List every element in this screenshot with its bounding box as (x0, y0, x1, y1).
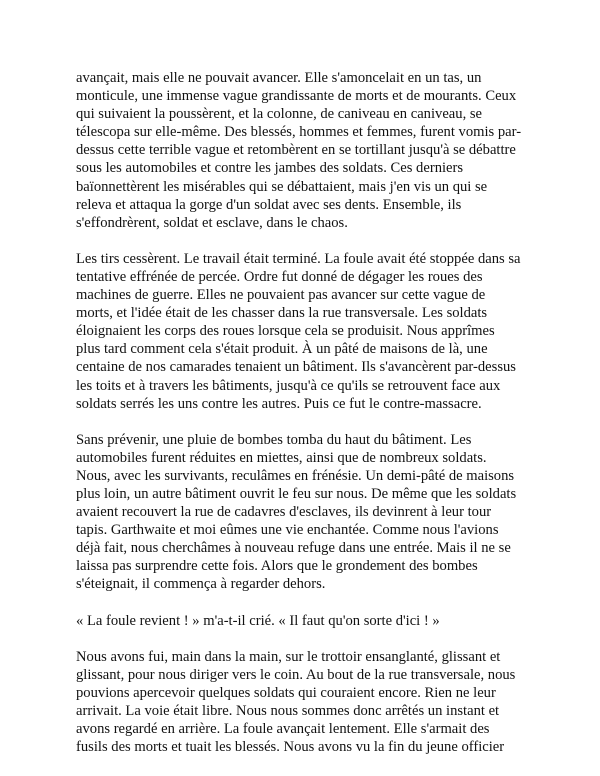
text-line: plus tard comment cela s'était produit. À un pâté de maisons de là, une (76, 341, 488, 358)
text-line: laissa pas surprendre cette fois. Alors que le grondement des bombes (76, 558, 478, 575)
text-line: machines de guerre. Elles ne pouvaient pas avancer sur cette vague de (76, 287, 486, 304)
text-line: qui suivaient la poussèrent, et la colonne, de caniveau en caniveau, se (76, 106, 483, 123)
paragraph (76, 648, 526, 757)
text-line: avons regardé en arrière. La foule avançait lentement. Elle s'armait des (76, 721, 490, 737)
text-line: s'effondrèrent, soldat et esclave, dans le chaos. (76, 214, 348, 231)
dialogue-paragraph (76, 612, 526, 630)
text-line: soldats serrés les uns contre les autres. Puis ce fut le contre-massacre. (76, 395, 482, 412)
text-line: Nous avons fui, main dans la main, sur le trottoir ensanglanté, glissant et (76, 648, 501, 665)
text-line: Sans prévenir, une pluie de bombes tomba du haut du bâtiment. Les (76, 431, 472, 448)
paragraph (76, 431, 526, 594)
text-line: automobiles furent réduites en miettes, ainsi que de nombreux soldats. (76, 449, 487, 466)
text-line: avaient recouvert la rue de cadavres d'esclaves, ils devinrent à leur tour (76, 504, 492, 521)
text-line: plus loin, un autre bâtiment ouvrit le feu sur nous. De même que les soldats (76, 485, 517, 502)
text-line: arrivait. La voie était libre. Nous nous sommes donc arrêtés un instant et (76, 702, 500, 719)
text-line: monticule, une immense vague grandissante de morts et de mourants. Ceux (76, 88, 517, 105)
text-line: fusils des morts et tuait les blessés. Nous avons vu la fin du jeune officier (76, 739, 505, 756)
text-line: déjà fait, nous cherchâmes à nouveau refuge dans une entrée. Mais il ne se (76, 540, 511, 557)
text-line: glissant, pour nous diriger vers le coin. Au bout de la rue transversale, nous (76, 666, 516, 683)
text-line: pouvions apercevoir quelques soldats qui couraient encore. Rien ne leur (76, 684, 496, 701)
text-line: les toits et à travers les bâtiments, jusqu'à ce qu'ils se retrouvent face aux (76, 377, 501, 394)
text-line: releva et attaqua la gorge d'un soldat avec ses dents. Ensemble, ils (76, 196, 462, 213)
text-line: sous les automobiles et contre les jambes des soldats. Ces derniers (76, 160, 464, 177)
text-line: centaine de nos camarades tenaient un bâtiment. Ils s'avancèrent par-dessus (76, 359, 516, 376)
text-line: Les tirs cessèrent. Le travail était terminé. La foule avait été stoppée dans sa (76, 250, 521, 267)
body-text (76, 69, 526, 774)
paragraph (76, 250, 526, 413)
text-line: avançait, mais elle ne pouvait avancer. Elle s'amoncelait en un tas, un (76, 70, 482, 86)
text-line: dessus cette terrible vague et retombèrent en se tortillant jusqu'à se débattre (76, 142, 516, 159)
text-line: tentative effrénée de percée. Ordre fut donné de dégager les roues des (76, 268, 483, 285)
text-line: tapis. Garthwaite et moi eûmes une vie enchantée. Comme nous l'avions (76, 522, 499, 539)
text-line: « La foule revient ! » m'a-t-il crié. « Il faut qu'on sorte d'ici ! » (76, 612, 440, 629)
text-line: baïonnettèrent les misérables qui se débattaient, mais j'en vis un qui se (76, 178, 488, 195)
text-line: télescopa sur elle-même. Des blessés, hommes et femmes, furent vomis par- (76, 124, 522, 141)
text-line: morts, et l'idée était de les chasser dans la rue transversale. Les soldats (76, 305, 488, 322)
paragraph (76, 69, 526, 232)
text-line: éloignaient les corps des roues lorsque cela se produisit. Nous apprîmes (76, 323, 495, 340)
text-line: s'éteignait, il commença à regarder dehors. (76, 576, 326, 593)
text-line: Nous, avec les survivants, reculâmes en frénésie. Un demi-pâté de maisons (76, 467, 515, 484)
